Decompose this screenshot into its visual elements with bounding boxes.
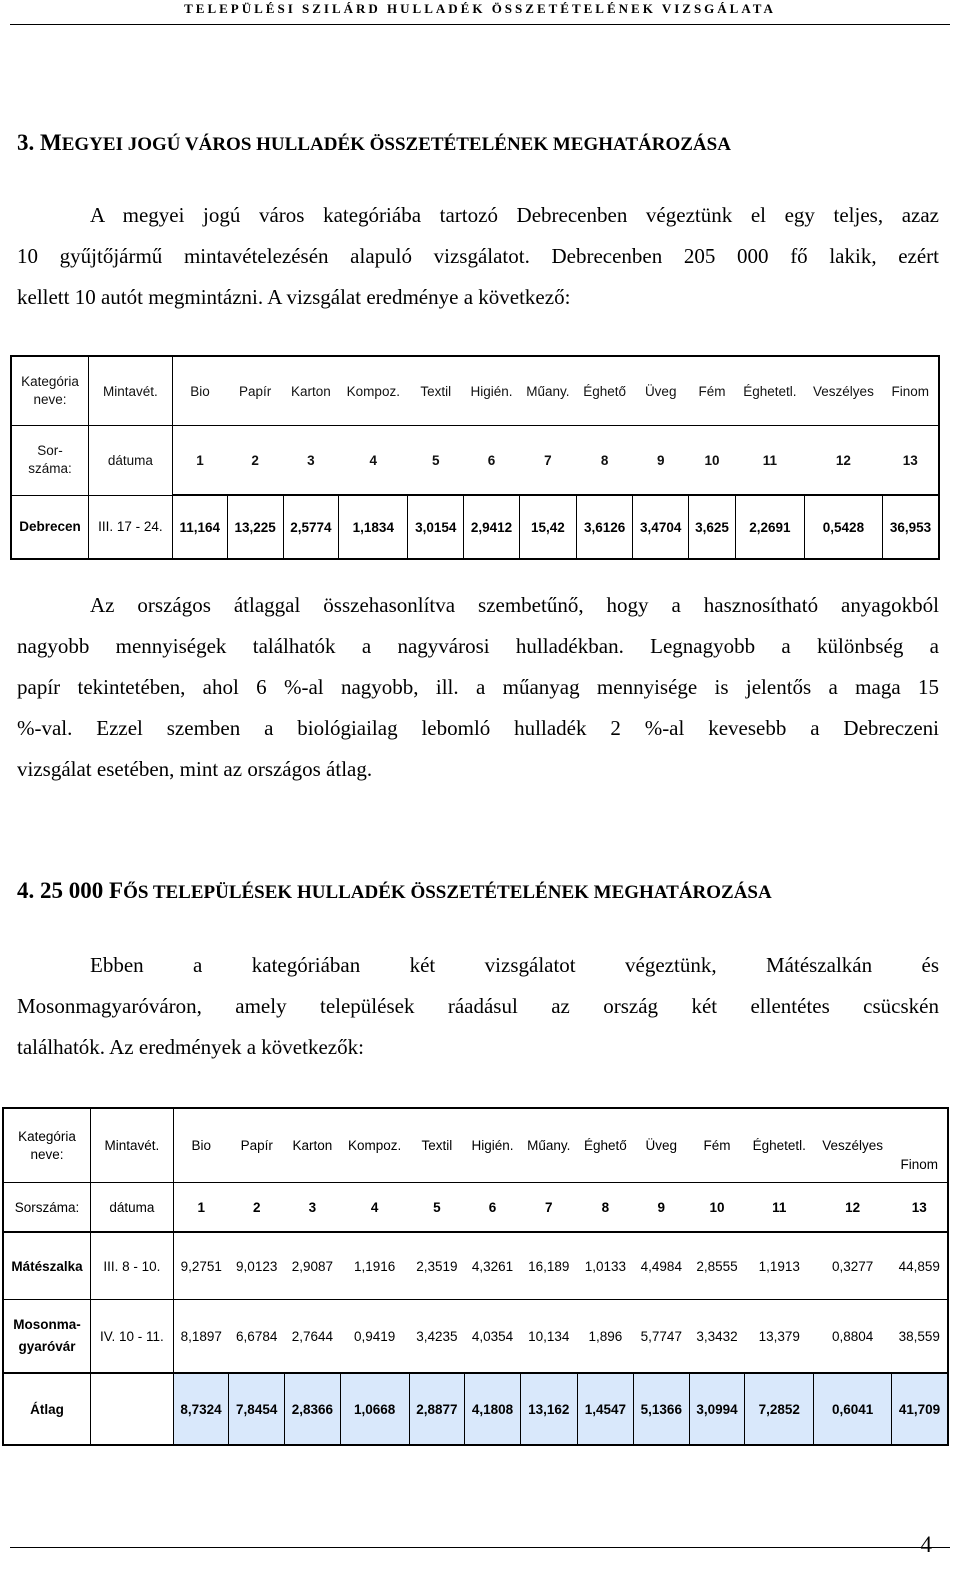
- table-cell: 4: [340, 1183, 409, 1233]
- table-cell: 9,2751: [173, 1232, 229, 1300]
- table-cell: dátuma: [91, 1183, 174, 1233]
- table-cell: 5,1366: [633, 1373, 689, 1445]
- table-cell: 11: [735, 426, 804, 496]
- paragraph-3-line-1: Ebben a kategóriában két vizsgálatot végeztünk, Mátészalkán és: [90, 953, 939, 977]
- table-cell: Mintavét.: [89, 356, 173, 426]
- table-cell: Fém: [689, 1108, 745, 1183]
- table-cell: III. 8 - 10.: [91, 1232, 174, 1300]
- section-3-title-cap: M: [40, 130, 62, 155]
- table-cell: Veszélyes: [814, 1108, 892, 1183]
- paragraph-3-line-2: Mosonmagyaróváron, amely települések ráadásul az ország két ellentétes csücskén: [17, 994, 939, 1018]
- table-cell: 6,6784: [229, 1300, 285, 1374]
- table-cell: 1,1834: [339, 495, 408, 559]
- table-cell: Kompoz.: [339, 356, 408, 426]
- table-cell: 3: [283, 426, 339, 496]
- table-cell: Átlag: [3, 1373, 91, 1445]
- table-cell: 0,3277: [814, 1232, 892, 1300]
- table-cell: 5,7747: [633, 1300, 689, 1374]
- paragraph-1-line-3: kellett 10 autót megmintázni. A vizsgálat eredménye a következő:: [17, 285, 571, 309]
- table-cell: 4,3261: [465, 1232, 521, 1300]
- table-cell: Finom: [882, 356, 939, 426]
- table-cell: 3,0994: [689, 1373, 745, 1445]
- table-cell: Textil: [408, 356, 464, 426]
- table-cell: 4,4984: [633, 1232, 689, 1300]
- table-cell: Éghető: [576, 356, 632, 426]
- table-average-row: [3, 1373, 948, 1445]
- table-cell: Üveg: [633, 1108, 689, 1183]
- table-cell: 2: [227, 426, 283, 496]
- table-cell: 3,6126: [576, 495, 632, 559]
- table-cell: Kompoz.: [340, 1108, 409, 1183]
- section-3-title-rest: EGYEI JOGÚ VÁROS HULLADÉK ÖSSZETÉTELÉNEK MEGHATÁROZÁSA: [61, 134, 731, 155]
- table-cell: 2,2691: [735, 495, 804, 559]
- table-cell: 3,625: [689, 495, 736, 559]
- table-row: [3, 1300, 948, 1374]
- table-cell: 2,9087: [285, 1232, 341, 1300]
- table-cell: 12: [804, 426, 882, 496]
- table-cell: 0,8804: [814, 1300, 892, 1374]
- table-cell: 1,1913: [745, 1232, 814, 1300]
- table-cell: Sorszáma:: [3, 1183, 91, 1233]
- table-cell: 2,5774: [283, 495, 339, 559]
- table-cell: Kategória neve:: [3, 1108, 91, 1183]
- table-cell: 1: [173, 1183, 229, 1233]
- table-cell: Műany.: [520, 1108, 577, 1183]
- table-cell: Éghető: [577, 1108, 633, 1183]
- table-cell: 3,3432: [689, 1300, 745, 1374]
- table-header-row: [11, 356, 939, 426]
- paragraph-2-line-1: Az országos átlaggal összehasonlítva szembetűnő, hogy a hasznosítható anyagokból: [90, 593, 939, 617]
- paragraph-3-line-3: találhatók. Az eredmények a következők:: [17, 1035, 364, 1059]
- table-cell: [91, 1373, 174, 1445]
- table-cell: 9,0123: [229, 1232, 285, 1300]
- table-cell: 0,9419: [340, 1300, 409, 1374]
- table-cell: 2,8877: [409, 1373, 465, 1445]
- table-cell: Bio: [172, 356, 227, 426]
- table-cell: 10: [689, 426, 736, 496]
- paragraph-1-line-1: A megyei jogú város kategóriába tartozó Debrecenben végeztünk el egy teljes, azaz: [90, 203, 939, 227]
- table-cell: 4: [339, 426, 408, 496]
- debrecen-composition-table: [10, 355, 940, 560]
- paragraph-1: [17, 195, 939, 318]
- table-cell: 2,3519: [409, 1232, 465, 1300]
- table-cell: 7,2852: [745, 1373, 814, 1445]
- table-cell: Üveg: [633, 356, 689, 426]
- footer-rule: [10, 1547, 950, 1548]
- table-cell: 10: [689, 1183, 745, 1233]
- table-header-row: [11, 426, 939, 496]
- table-cell: Műany.: [519, 356, 576, 426]
- table-cell: 6: [464, 426, 520, 496]
- paragraph-1-line-2: 10 gyűjtőjármű mintavételezésén alapuló vizsgálatot. Debrecenben 205 000 fő lakik, ezért: [17, 244, 939, 268]
- table-cell: 13,162: [520, 1373, 577, 1445]
- table-cell: 1,0133: [577, 1232, 633, 1300]
- table-cell: 13,225: [227, 495, 283, 559]
- table-header-row: [3, 1183, 948, 1233]
- table-cell: 10,134: [520, 1300, 577, 1374]
- table-cell: 2,9412: [464, 495, 520, 559]
- table-cell: 36,953: [882, 495, 939, 559]
- table-cell: Fém: [689, 356, 736, 426]
- paragraph-2-line-4: %-val. Ezzel szemben a biológiailag lebomló hulladék 2 %-al kevesebb a Debreczeni: [17, 716, 939, 740]
- table-cell: 8,7324: [173, 1373, 229, 1445]
- table-cell: Debrecen: [11, 495, 89, 559]
- table-cell: Mátészalka: [3, 1232, 91, 1300]
- table-cell: 1: [172, 426, 227, 496]
- table-cell: 0,6041: [814, 1373, 892, 1445]
- table-cell: 13: [882, 426, 939, 496]
- table-cell: 1,896: [577, 1300, 633, 1374]
- table-cell: Karton: [283, 356, 339, 426]
- table-cell: 7: [519, 426, 576, 496]
- section-4-title-number: 25 000: [40, 878, 104, 903]
- table-cell: 13: [892, 1183, 948, 1233]
- paragraph-2-line-5: vizsgálat esetében, mint az országos átlag.: [17, 757, 373, 781]
- table-cell: 8,1897: [173, 1300, 229, 1374]
- table-cell: 1,1916: [340, 1232, 409, 1300]
- paragraph-2-line-3: papír tekintetében, ahol 6 %-al nagyobb, ill. a műanyag mennyisége is jelentős a maga 15: [17, 675, 939, 699]
- table-cell: Finom: [892, 1108, 948, 1183]
- table-cell: Textil: [409, 1108, 465, 1183]
- table-cell: Éghetetl.: [735, 356, 804, 426]
- table-cell: 44,859: [892, 1232, 948, 1300]
- table-row: [3, 1232, 948, 1300]
- table-cell: Papír: [229, 1108, 285, 1183]
- table-cell: Mosonma- gyaróvár: [3, 1300, 91, 1374]
- section-3-number: 3.: [17, 130, 35, 155]
- section-4-title: [17, 878, 772, 904]
- table-cell: 2: [229, 1183, 285, 1233]
- table-cell: 11,164: [172, 495, 227, 559]
- table-cell: 3,4704: [633, 495, 689, 559]
- table-header-row: [3, 1108, 948, 1183]
- section-4-title-rest: ŐS TELEPÜLÉSEK HULLADÉK ÖSSZETÉTELÉNEK MEGHATÁROZÁSA: [123, 882, 772, 903]
- table-cell: 3: [285, 1183, 341, 1233]
- table-cell: 2,8366: [285, 1373, 341, 1445]
- table-cell: 6: [465, 1183, 521, 1233]
- table-cell: 9: [633, 426, 689, 496]
- paragraph-2: [17, 585, 939, 790]
- section-4-number: 4.: [17, 878, 35, 903]
- table-cell: 13,379: [745, 1300, 814, 1374]
- table-cell: IV. 10 - 11.: [91, 1300, 174, 1374]
- table-cell: 4,1808: [465, 1373, 521, 1445]
- table-cell: dátuma: [89, 426, 173, 496]
- table-cell: Higién.: [465, 1108, 521, 1183]
- table-cell: Karton: [285, 1108, 341, 1183]
- table-cell: 3,4235: [409, 1300, 465, 1374]
- table-cell: 5: [409, 1183, 465, 1233]
- table-cell: Éghetetl.: [745, 1108, 814, 1183]
- table-cell: Sor- száma:: [11, 426, 89, 496]
- table-row: [11, 495, 939, 559]
- table-cell: 3,0154: [408, 495, 464, 559]
- table-cell: 2,8555: [689, 1232, 745, 1300]
- table-cell: Papír: [227, 356, 283, 426]
- table-cell: Kategória neve:: [11, 356, 89, 426]
- table-cell: 8: [577, 1183, 633, 1233]
- page-number: 4: [920, 1532, 932, 1557]
- town-composition-table: [2, 1107, 949, 1446]
- table-cell: 2,7644: [285, 1300, 341, 1374]
- table-cell: 9: [633, 1183, 689, 1233]
- table-cell: 5: [408, 426, 464, 496]
- table-cell: 38,559: [892, 1300, 948, 1374]
- section-4-title-cap: F: [109, 878, 124, 903]
- table-cell: 4,0354: [465, 1300, 521, 1374]
- table-cell: 41,709: [892, 1373, 948, 1445]
- paragraph-3: [17, 945, 939, 1068]
- table-cell: 8: [576, 426, 632, 496]
- table-cell: 0,5428: [804, 495, 882, 559]
- table-cell: 16,189: [520, 1232, 577, 1300]
- table-cell: 15,42: [519, 495, 576, 559]
- header-rule: [10, 24, 950, 25]
- table-cell: Bio: [173, 1108, 229, 1183]
- section-3-title: [17, 130, 731, 156]
- table-cell: Veszélyes: [804, 356, 882, 426]
- running-header: TELEPÜLÉSI SZILÁRD HULLADÉK ÖSSZETÉTELÉNEK VIZSGÁLATA: [184, 1, 776, 16]
- table-cell: Higién.: [464, 356, 520, 426]
- table-cell: 7,8454: [229, 1373, 285, 1445]
- table-cell: 1,4547: [577, 1373, 633, 1445]
- table-cell: III. 17 - 24.: [89, 495, 173, 559]
- paragraph-2-line-2: nagyobb mennyiségek találhatók a nagyvárosi hulladékban. Legnagyobb a különbség a: [17, 634, 939, 658]
- table-cell: 11: [745, 1183, 814, 1233]
- table-cell: 1,0668: [340, 1373, 409, 1445]
- table-cell: Mintavét.: [91, 1108, 174, 1183]
- table-cell: 7: [520, 1183, 577, 1233]
- table-cell: 12: [814, 1183, 892, 1233]
